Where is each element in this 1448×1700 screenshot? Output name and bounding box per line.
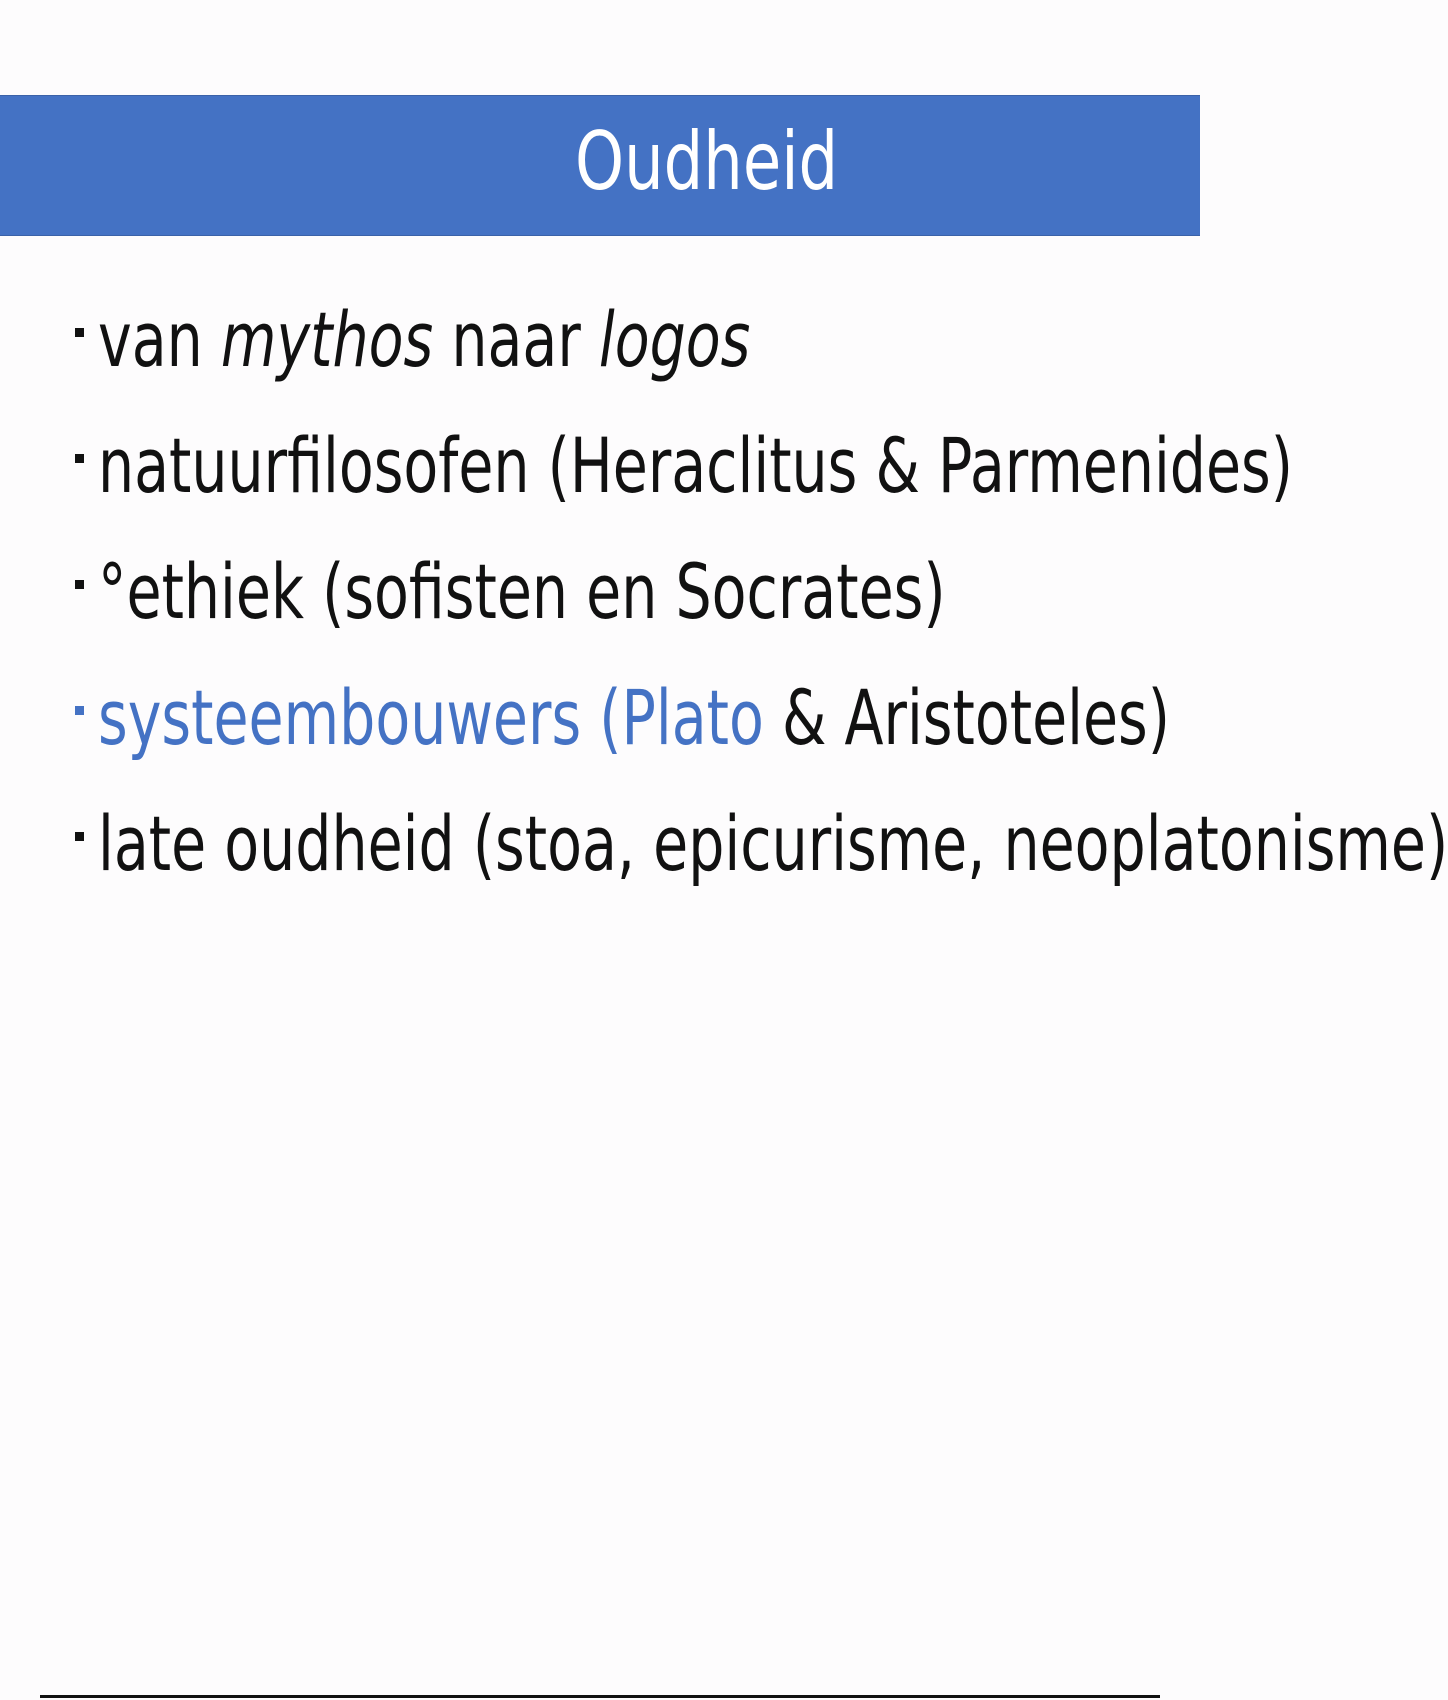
bullet-text: [98, 416, 1293, 516]
bullet-text: [98, 668, 1170, 768]
bullet-text-highlight: systeembouwers (Plato: [98, 673, 764, 762]
bullet-text-part: van: [98, 295, 221, 384]
title-bar: [0, 95, 1200, 236]
square-bullet-icon: [75, 454, 84, 463]
bullet-text-part: °ethiek (sofisten en Socrates): [98, 547, 946, 636]
square-bullet-icon: [75, 706, 84, 715]
square-bullet-icon: [75, 328, 84, 337]
bullet-text-part: natuurfilosofen (Heraclitus & Parmenides): [98, 421, 1293, 510]
bullet-text: [98, 290, 750, 390]
bullet-text-part: naar: [433, 295, 599, 384]
bullet-text-emphasis: logos: [598, 295, 751, 384]
bullet-text-emphasis: mythos: [220, 295, 434, 384]
square-bullet-icon: [75, 580, 84, 589]
footer-divider: [40, 1695, 1160, 1698]
bullet-text: [98, 794, 1448, 894]
square-bullet-icon: [75, 832, 84, 841]
bullet-text-part: & Aristoteles): [763, 673, 1170, 762]
slide-title: Oudheid: [575, 115, 839, 208]
bullet-text-part: late oudheid (stoa, epicurisme, neoplatonisme): [98, 799, 1448, 888]
bullet-text: [98, 542, 946, 642]
